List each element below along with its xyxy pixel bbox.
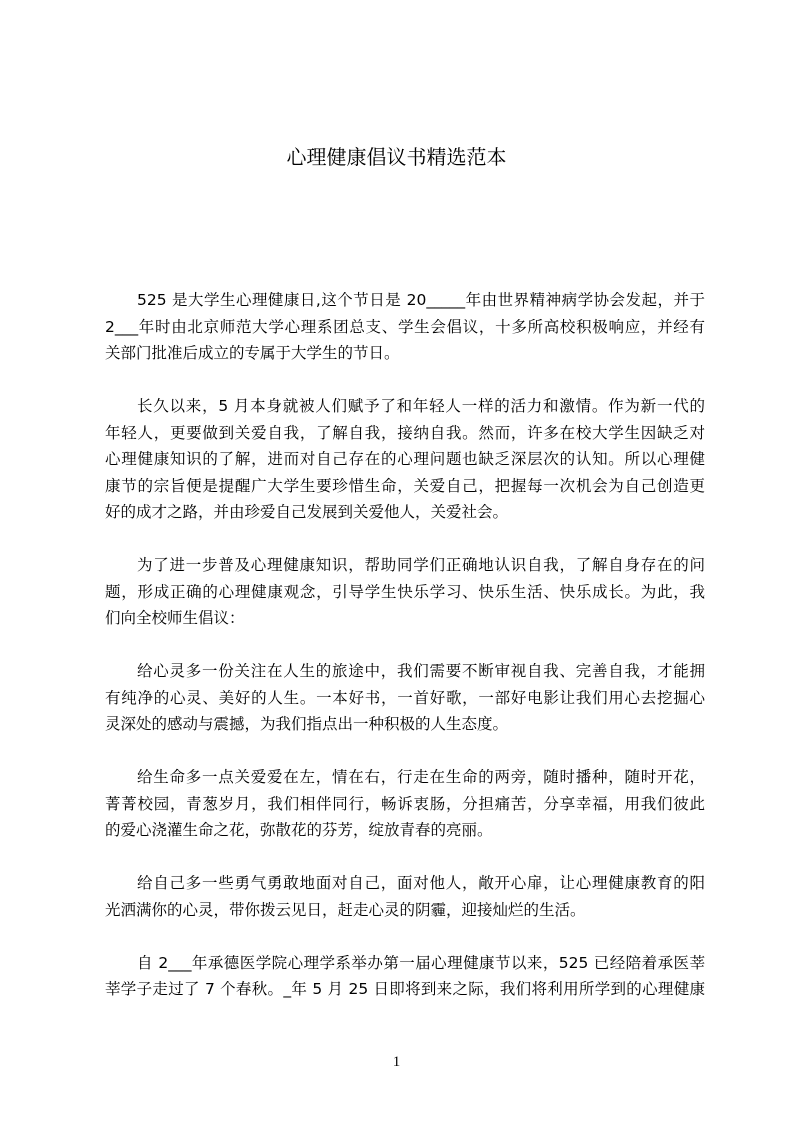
text-line: 心理健康知识的了解，进而对自己存在的心理问题也缺乏深层次的认知。所以心理健 bbox=[105, 450, 705, 468]
text-line: 的爱心浇灌生命之花，弥散花的芬芳，绽放青春的亮丽。 bbox=[105, 821, 493, 839]
text-line: 525 是大学生心理健康日,这个节日是 20_____年由世界精神病学协会发起，并于 bbox=[137, 291, 705, 309]
paragraph bbox=[105, 287, 705, 367]
text-line: 给自己多一些勇气勇敢地面对自己，面对他人，敞开心扉，让心理健康教育的阳 bbox=[137, 874, 705, 892]
text-line: 为了进一步普及心理健康知识，帮助同学们正确地认识自我，了解自身存在的问 bbox=[137, 556, 705, 574]
paragraph bbox=[105, 870, 705, 923]
text-line: 们向全校师生倡议： bbox=[105, 609, 245, 627]
document-title: 心理健康倡议书精选范本 bbox=[286, 145, 507, 169]
text-line: 给心灵多一份关注在人生的旅途中，我们需要不断审视自我、完善自我，才能拥 bbox=[137, 662, 705, 680]
text-line: 年轻人，更要做到关爱自我，了解自我，接纳自我。然而，许多在校大学生因缺乏对 bbox=[105, 423, 705, 442]
text-line: 菁菁校园，青葱岁月，我们相伴同行，畅诉衷肠，分担痛苦，分享幸福，用我们彼此 bbox=[105, 794, 705, 813]
paragraph bbox=[105, 764, 705, 844]
paragraph bbox=[105, 658, 705, 738]
text-line: 灵深处的感动与震撼，为我们指点出一种积极的人生态度。 bbox=[105, 715, 509, 733]
text-line: 给生命多一点关爱爱在左，情在右，行走在生命的两旁，随时播种，随时开花， bbox=[137, 768, 705, 786]
text-line: 有纯净的心灵、美好的人生。一本好书，一首好歌，一部好电影让我们用心去挖掘心 bbox=[105, 688, 705, 707]
text-line: 自 2___年承德医学院心理学系举办第一届心理健康节以来，525 已经陪着承医莘 bbox=[137, 953, 705, 972]
text-line: 光洒满你的心灵，带你拨云见日，赶走心灵的阴霾，迎接灿烂的生活。 bbox=[105, 900, 586, 919]
paragraph bbox=[105, 950, 705, 1003]
text-line: 题，形成正确的心理健康观念，引导学生快乐学习、快乐生活、快乐成长。为此，我 bbox=[105, 582, 705, 601]
text-line: 关部门批准后成立的专属于大学生的节日。 bbox=[105, 344, 400, 362]
text-line: 莘学子走过了 7 个春秋。_年 5 月 25 日即将到来之际，我们将利用所学到的心理健康 bbox=[105, 980, 705, 998]
page-number: 1 bbox=[392, 1054, 401, 1070]
text-line: 好的成才之路，并由珍爱自己发展到关爱他人，关爱社会。 bbox=[105, 503, 509, 521]
text-line: 2___年时由北京师范大学心理系团总支、学生会倡议，十多所高校积极响应，并经有 bbox=[105, 317, 705, 336]
text-line: 康节的宗旨便是提醒广大学生要珍惜生命，关爱自己，把握每一次机会为自己创造更 bbox=[105, 476, 705, 495]
document-body bbox=[105, 287, 705, 1029]
paragraph bbox=[105, 552, 705, 632]
paragraph bbox=[105, 393, 705, 526]
text-line: 长久以来，5 月本身就被人们赋予了和年轻人一样的活力和激情。作为新一代的 bbox=[137, 397, 705, 415]
